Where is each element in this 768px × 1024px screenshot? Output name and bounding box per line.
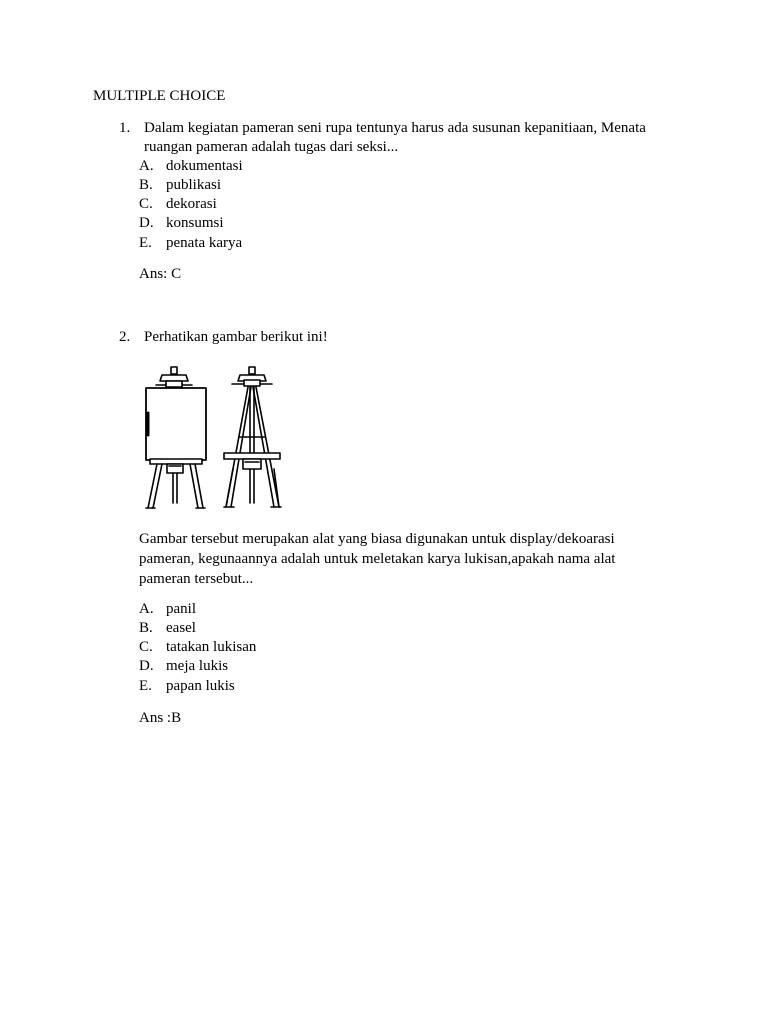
option-letter: C.	[139, 196, 153, 212]
option-text: papan lukis	[166, 678, 235, 694]
question-text-line: ruangan pameran adalah tugas dari seksi...	[144, 139, 399, 155]
option-text: meja lukis	[166, 658, 229, 674]
paragraph-line: pameran, kegunaannya adalah untuk meletakan karya lukisan,apakah nama alat	[139, 551, 616, 567]
option-text: easel	[166, 620, 196, 636]
option-letter: B.	[139, 620, 153, 636]
easel-front-view	[146, 367, 206, 508]
option-letter: B.	[139, 177, 153, 193]
question-text-line: Dalam kegiatan pameran seni rupa tentunya harus ada susunan kepanitiaan, Menata	[144, 120, 646, 136]
question-number: 2.	[119, 329, 131, 345]
option-text: dekorasi	[166, 196, 217, 212]
option-text: publikasi	[166, 177, 221, 193]
option-text: dokumentasi	[166, 158, 243, 174]
option-letter: E.	[139, 235, 152, 251]
section-heading: MULTIPLE CHOICE	[93, 88, 226, 104]
answer-text: Ans :B	[139, 710, 182, 726]
option-letter: D.	[139, 215, 154, 231]
question-number: 1.	[119, 120, 131, 136]
option-letter: D.	[139, 658, 154, 674]
option-letter: A.	[139, 158, 154, 174]
paragraph-line: pameran tersebut...	[139, 571, 254, 587]
paragraph-line: Gambar tersebut merupakan alat yang biasa digunakan untuk display/dekoarasi	[139, 531, 615, 547]
question-text-line: Perhatikan gambar berikut ini!	[144, 329, 328, 345]
option-text: tatakan lukisan	[166, 639, 257, 655]
option-letter: A.	[139, 601, 154, 617]
option-text: penata karya	[166, 235, 243, 251]
option-letter: C.	[139, 639, 153, 655]
option-text: panil	[166, 601, 196, 617]
option-letter: E.	[139, 678, 152, 694]
option-text: konsumsi	[166, 215, 224, 231]
answer-text: Ans: C	[139, 266, 182, 282]
easel-empty-view	[224, 367, 281, 507]
easel-illustration	[138, 363, 288, 511]
